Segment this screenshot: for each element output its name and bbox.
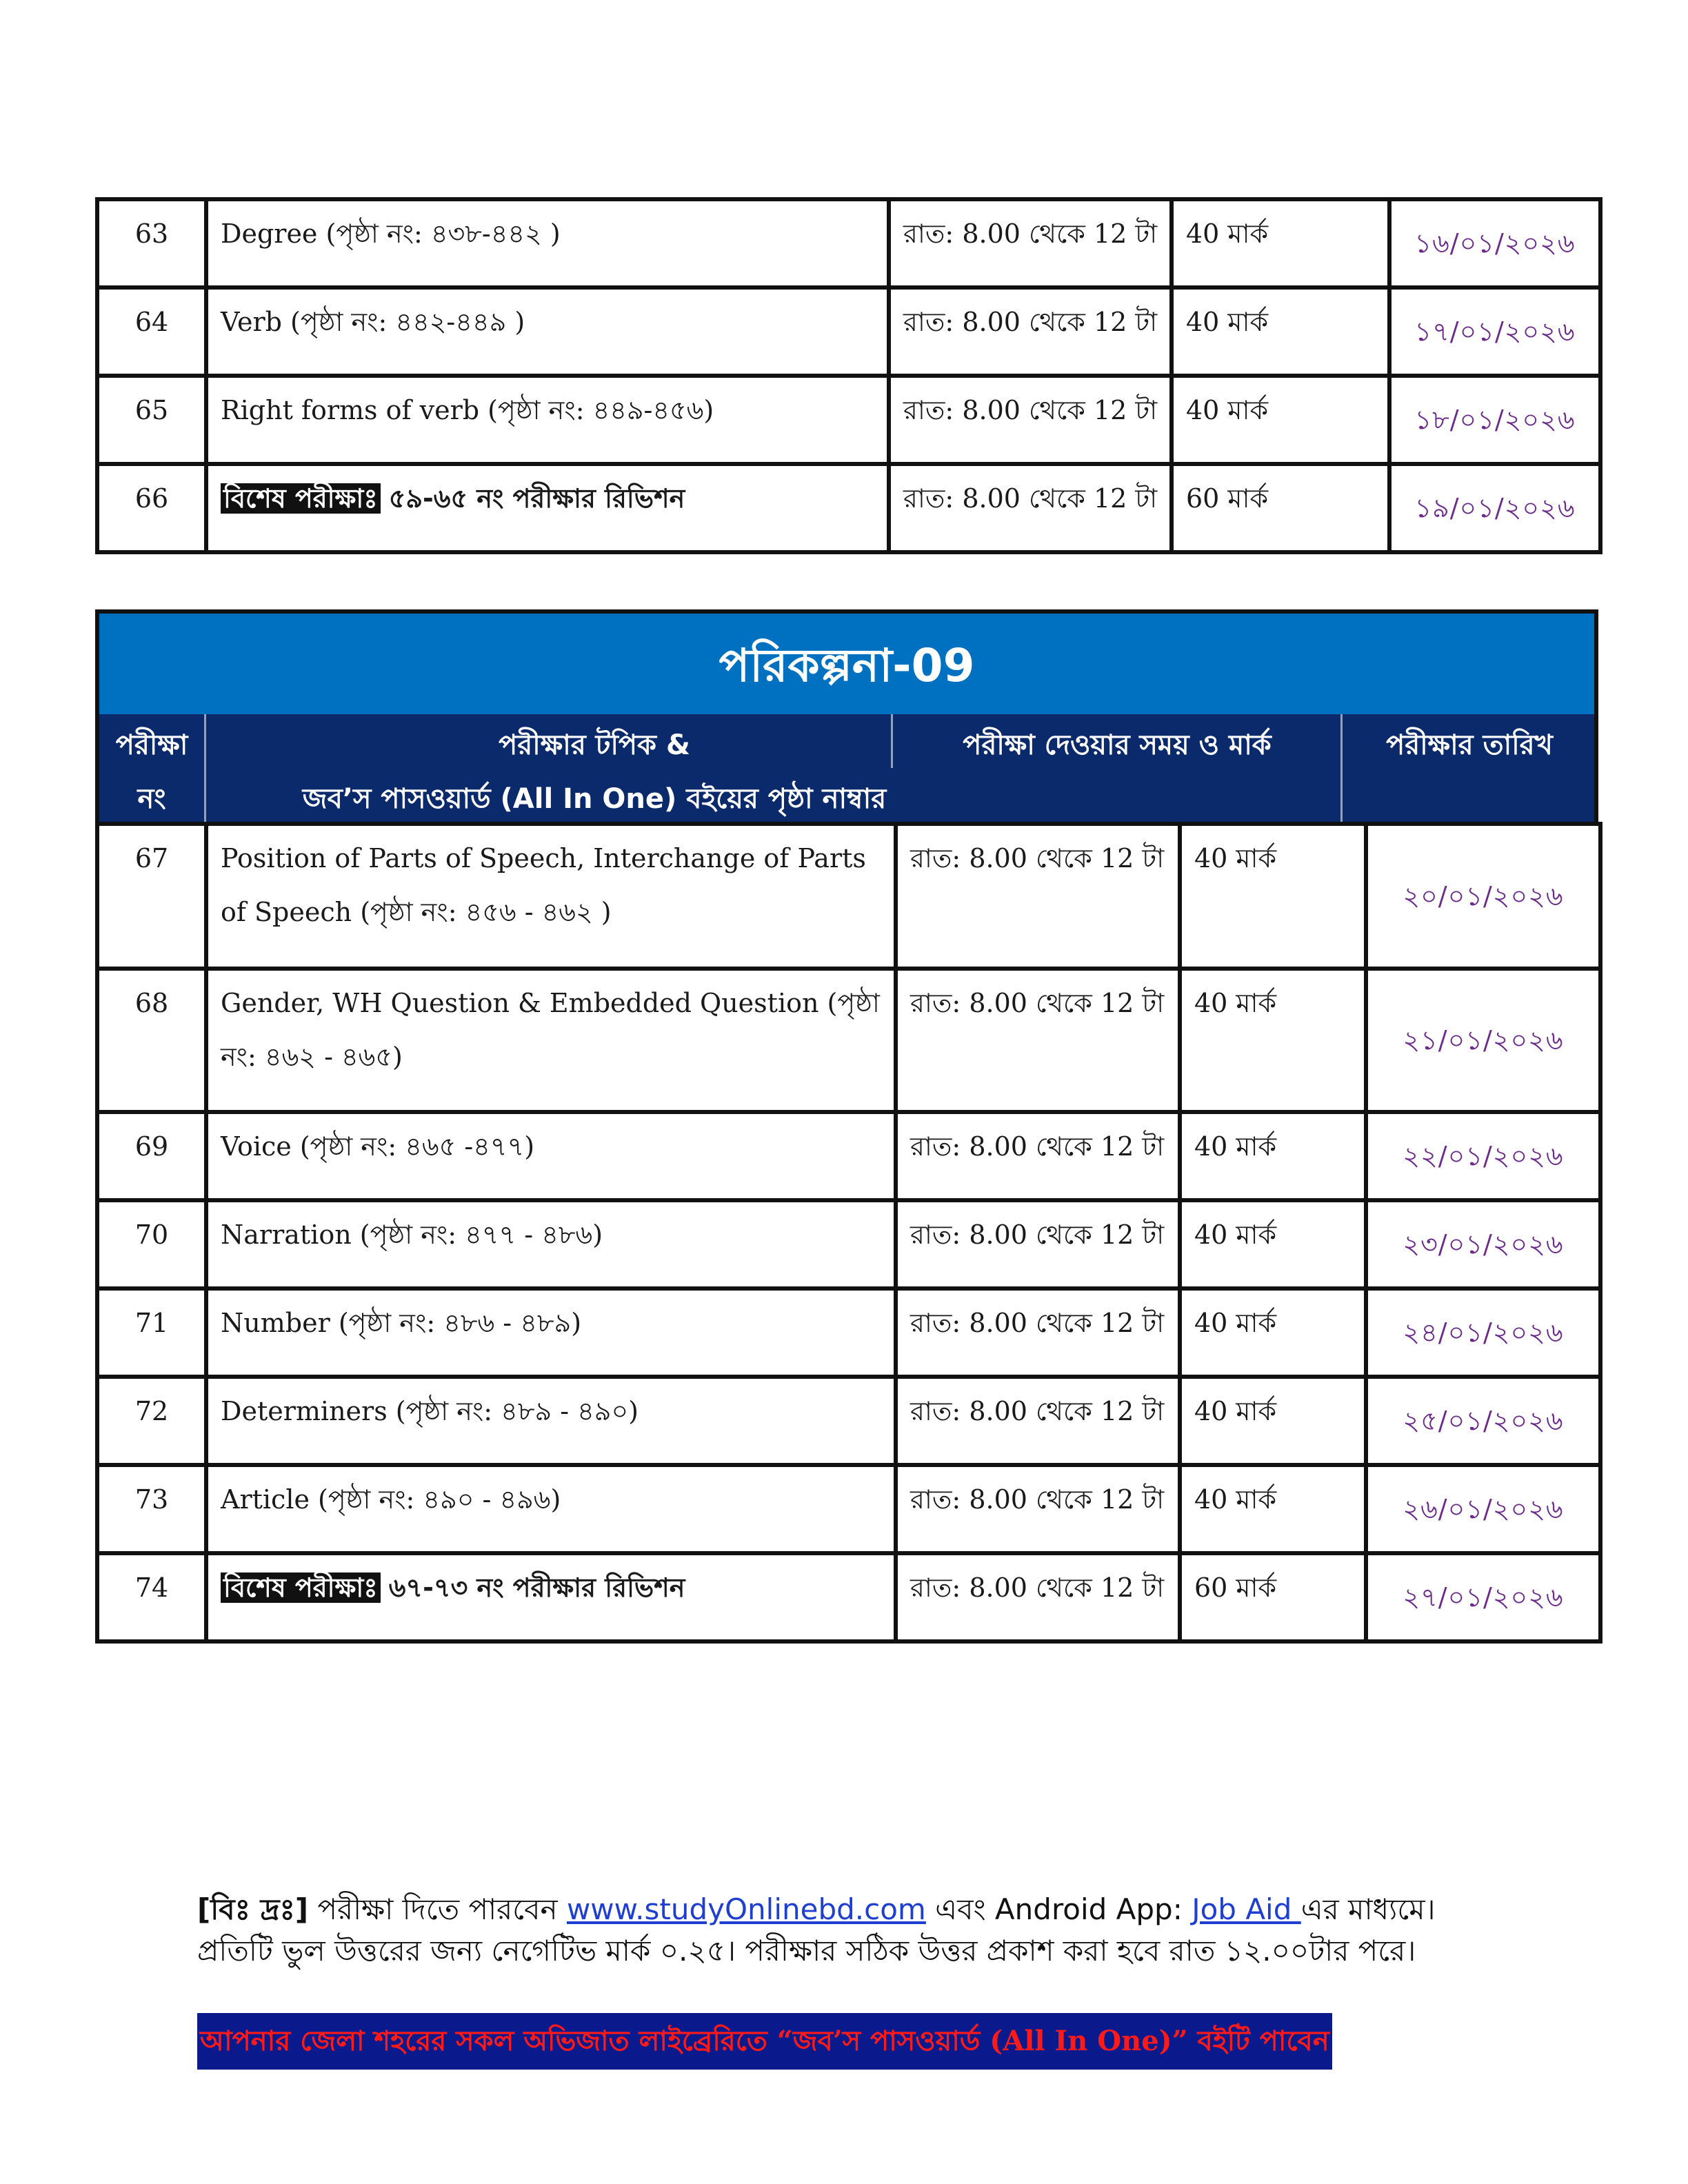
exam-number: 64 <box>97 287 206 376</box>
table-row <box>97 376 1600 464</box>
exam-marks: 40 মার্ক <box>1172 199 1389 287</box>
exam-date: ২৫/০১/২০২৬ <box>1366 1377 1600 1465</box>
exam-time: রাত: 8.00 থেকে 12 টা <box>889 199 1172 287</box>
exam-marks: 40 মার্ক <box>1180 1288 1366 1377</box>
header-time-marks: পরীক্ষা দেওয়ার সময় ও মার্ক <box>963 729 1272 761</box>
plan-header <box>95 609 1598 718</box>
exam-date: ১৭/০১/২০২৬ <box>1389 287 1600 376</box>
exam-date: ২৭/০১/২০২৬ <box>1366 1553 1600 1641</box>
note-text-2: এবং Android App: <box>925 1892 1192 1926</box>
header-date: পরীক্ষার তারিখ <box>1386 729 1553 761</box>
exam-number: 63 <box>97 199 206 287</box>
header-exam-number-line1: পরীক্ষা <box>115 729 188 761</box>
app-link[interactable]: Job Aid <box>1192 1892 1301 1926</box>
exam-number: 68 <box>97 969 206 1112</box>
special-exam-topic: ৬৭-৭৩ নং পরীক্ষার রিভিশন <box>388 1573 685 1603</box>
exam-topic: Gender, WH Question & Embedded Question (পৃষ্ঠা নং: ৪৬২ - ৪৬৫) <box>206 969 896 1112</box>
exam-marks: 60 মার্ক <box>1172 464 1389 552</box>
header-exam-number-line2: নং <box>137 783 166 815</box>
exam-topic: Determiners (পৃষ্ঠা নং: ৪৮৯ - ৪৯০) <box>206 1377 896 1465</box>
exam-time: রাত: 8.00 থেকে 12 টা <box>896 1553 1180 1641</box>
exam-number: 69 <box>97 1112 206 1200</box>
exam-marks: 40 মার্ক <box>1172 287 1389 376</box>
exam-topic <box>206 1553 896 1641</box>
exam-marks: 40 মার্ক <box>1180 1465 1366 1553</box>
table-row <box>97 199 1600 287</box>
exam-number: 66 <box>97 464 206 552</box>
table-row <box>97 287 1600 376</box>
exam-topic: Degree (পৃষ্ঠা নং: ৪৩৮-৪৪২ ) <box>206 199 889 287</box>
note-text-1: পরীক্ষা দিতে পারবেন <box>308 1892 567 1926</box>
table-row <box>97 1465 1600 1553</box>
table-row <box>97 464 1600 552</box>
exam-marks: 40 মার্ক <box>1180 969 1366 1112</box>
exam-number: 67 <box>97 824 206 969</box>
header-topic <box>208 718 981 826</box>
exam-topic: Narration (পৃষ্ঠা নং: ৪৭৭ - ৪৮৬) <box>206 1200 896 1288</box>
header-topic-line1: পরীক্ষার টপিক & <box>499 729 690 761</box>
table-row <box>97 969 1600 1112</box>
exam-time: রাত: 8.00 থেকে 12 টা <box>889 287 1172 376</box>
exam-marks: 60 মার্ক <box>1180 1553 1366 1641</box>
table-row <box>97 1377 1600 1465</box>
exam-topic <box>206 464 889 552</box>
schedule-table-1 <box>95 197 1602 554</box>
exam-time: রাত: 8.00 থেকে 12 টা <box>896 1377 1180 1465</box>
exam-date: ২২/০১/২০২৬ <box>1366 1112 1600 1200</box>
exam-topic: Article (পৃষ্ঠা নং: ৪৯০ - ৪৯৬) <box>206 1465 896 1553</box>
note-prefix: [বিঃ দ্রঃ] <box>197 1892 309 1926</box>
exam-marks: 40 মার্ক <box>1180 1200 1366 1288</box>
special-exam-label: বিশেষ পরীক্ষাঃ <box>221 483 381 514</box>
schedule-table-2 <box>95 822 1602 1644</box>
exam-time: রাত: 8.00 থেকে 12 টা <box>889 376 1172 464</box>
exam-marks: 40 মার্ক <box>1180 824 1366 969</box>
header-topic-line2: জব’স পাসওয়ার্ড (All In One) বইয়ের পৃষ্ঠা নাম্বার <box>302 783 887 815</box>
exam-date: ২১/০১/২০২৬ <box>1366 969 1600 1112</box>
exam-date: ২০/০১/২০২৬ <box>1366 824 1600 969</box>
website-link[interactable]: www.studyOnlinebd.com <box>566 1892 926 1926</box>
exam-topic: Position of Parts of Speech, Interchange of Parts of Speech (পৃষ্ঠা নং: ৪৫৬ - ৪৬২ ) <box>206 824 896 969</box>
table-row <box>97 824 1600 969</box>
special-exam-topic: ৫৯-৬৫ নং পরীক্ষার রিভিশন <box>388 483 685 514</box>
exam-number: 74 <box>97 1553 206 1641</box>
exam-date: ২৩/০১/২০২৬ <box>1366 1200 1600 1288</box>
exam-topic: Number (পৃষ্ঠা নং: ৪৮৬ - ৪৮৯) <box>206 1288 896 1377</box>
exam-date: ১৯/০১/২০২৬ <box>1389 464 1600 552</box>
note-text-3: এর মাধ্যমে। প্রতিটি ভুল উত্তরের জন্য নেগেটিভ মার্ক ০.২৫। পরীক্ষার সঠিক উত্তর প্রকাশ করা হবে রাত ১২.০০টার পরে। <box>197 1892 1436 1968</box>
special-exam-label: বিশেষ পরীক্ষাঃ <box>221 1573 381 1603</box>
exam-number: 73 <box>97 1465 206 1553</box>
header-exam-number <box>99 718 204 826</box>
promo-banner: আপনার জেলা শহরের সকল অভিজাত লাইব্রেরিতে “জব’স পাসওয়ার্ড (All In One)” বইটি পাবেন <box>197 2013 1332 2070</box>
exam-number: 71 <box>97 1288 206 1377</box>
exam-topic: Right forms of verb (পৃষ্ঠা নং: ৪৪৯-৪৫৬) <box>206 376 889 464</box>
plan-title: পরিকল্পনা-09 <box>99 614 1594 718</box>
table-row <box>97 1288 1600 1377</box>
footer-note <box>197 1889 1507 1972</box>
exam-time: রাত: 8.00 থেকে 12 টা <box>896 1112 1180 1200</box>
exam-number: 70 <box>97 1200 206 1288</box>
table-row <box>97 1200 1600 1288</box>
exam-time: রাত: 8.00 থেকে 12 টা <box>896 1465 1180 1553</box>
exam-time: রাত: 8.00 থেকে 12 টা <box>896 824 1180 969</box>
exam-number: 72 <box>97 1377 206 1465</box>
exam-marks: 40 মার্ক <box>1180 1112 1366 1200</box>
exam-date: ২৪/০১/২০২৬ <box>1366 1288 1600 1377</box>
exam-date: ১৬/০১/২০২৬ <box>1389 199 1600 287</box>
exam-time: রাত: 8.00 থেকে 12 টা <box>896 969 1180 1112</box>
exam-date: ১৮/০১/২০২৬ <box>1389 376 1600 464</box>
exam-topic: Voice (পৃষ্ঠা নং: ৪৬৫ -৪৭৭) <box>206 1112 896 1200</box>
table-row <box>97 1112 1600 1200</box>
table-header <box>95 714 1598 826</box>
exam-number: 65 <box>97 376 206 464</box>
exam-time: রাত: 8.00 থেকে 12 টা <box>896 1288 1180 1377</box>
exam-marks: 40 মার্ক <box>1180 1377 1366 1465</box>
exam-time: রাত: 8.00 থেকে 12 টা <box>889 464 1172 552</box>
exam-time: রাত: 8.00 থেকে 12 টা <box>896 1200 1180 1288</box>
exam-marks: 40 মার্ক <box>1172 376 1389 464</box>
exam-date: ২৬/০১/২০২৬ <box>1366 1465 1600 1553</box>
exam-topic: Verb (পৃষ্ঠা নং: ৪৪২-৪৪৯ ) <box>206 287 889 376</box>
table-row <box>97 1553 1600 1641</box>
